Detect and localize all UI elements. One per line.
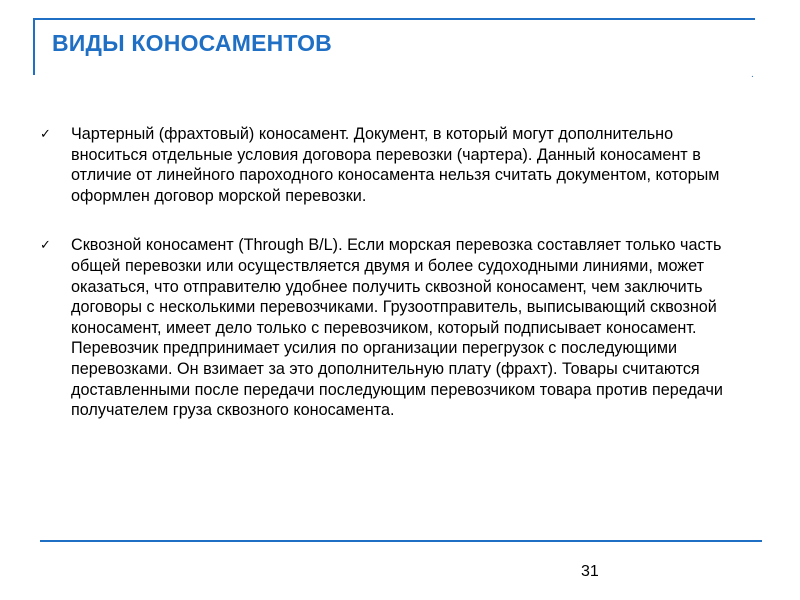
footer-divider [40, 540, 762, 542]
title-decoration-dot: . [751, 69, 754, 80]
title-frame-left-border [33, 18, 35, 75]
bullet-text: Чартерный (фрахтовый) коносамент. Документ, в который могут дополнительно вноситься отдельные условия договора перевозки (чартера). Данный коносамент в отличие от линейного пароходного коносамента нельзя считать документом, которым оформлен договор морской перевозки. [71, 125, 720, 205]
bullet-text: Сквозной коносамент (Through B/L). Если морская перевозка составляет только часть общей перевозки или осуществляется двумя и более судоходными линиями, может оказаться, что отправителю удобнее получить сквозной коносамент, чем заключить договоры с несколькими перевозчиками. Грузоотправитель, выписывающий сквозной коносамент, имеет дело только с перевозчиком, который подписывает коносамент. Перевозчик предпринимает усилия по организации перегрузок с последующими перевозками. Он взимает за это дополнительную плату (фрахт). Товары считаются доставленными после передачи последующим перевозчиком товара против передачи получателем груза сквозного коносамента. [71, 236, 723, 420]
page-number: 31 [581, 563, 599, 580]
check-mark-icon: ✓ [40, 237, 51, 253]
bullet-item [40, 124, 730, 206]
slide-content [40, 124, 730, 421]
check-mark-icon: ✓ [40, 126, 51, 141]
slide-title: ВИДЫ КОНОСАМЕНТОВ [52, 30, 332, 56]
bullet-item [40, 235, 730, 420]
title-frame-top-border [33, 18, 755, 20]
